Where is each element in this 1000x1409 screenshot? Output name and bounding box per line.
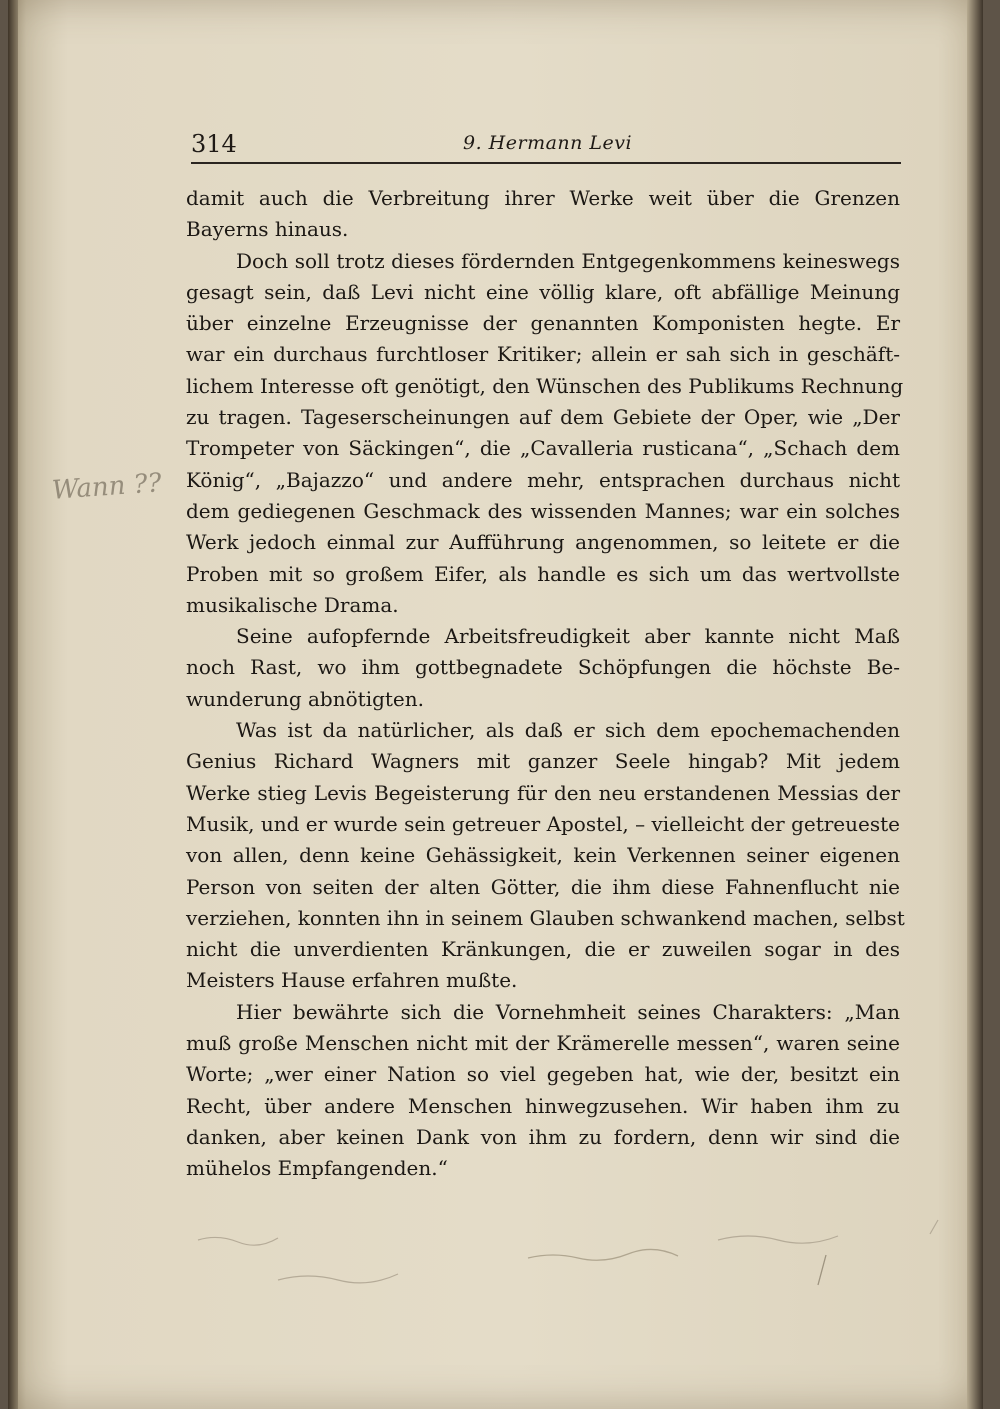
text-line: Seine aufopfernde Arbeitsfreudigkeit aber kannte nicht Maß [236, 624, 900, 649]
text-line: war ein durchaus furchtloser Kritiker; allein er sah sich in geschäft- [186, 342, 900, 367]
text-line: mühelos Empfangenden.“ [186, 1156, 448, 1181]
text-line: gesagt sein, daß Levi nicht eine völlig klare, oft abfällige Meinung [186, 279, 900, 304]
text-line: danken, aber keinen Dank von ihm zu fordern, denn wir sind die [186, 1124, 900, 1149]
text-line: Werke stieg Levis Begeisterung für den neu erstandenen Messias der [186, 780, 900, 805]
text-line: damit auch die Verbreitung ihrer Werke weit über die Grenzen [186, 186, 900, 210]
text-line: Proben mit so großem Eifer, als handle es sich um das wertvollste [186, 561, 900, 586]
text-line: Person von seiten der alten Götter, die ihm diese Fahnenflucht nie [186, 874, 900, 899]
page-edge [967, 0, 983, 1409]
text-line: lichem Interesse oft genötigt, den Wünschen des Publikums Rechnung [186, 373, 904, 398]
body-text [186, 183, 905, 1185]
text-line: wunderung abnötigten. [186, 686, 424, 711]
page-gutter-shadow [8, 0, 18, 1409]
text-line: muß große Menschen nicht mit der Krämerelle messen“, waren seine [186, 1031, 900, 1056]
text-line: Worte; „wer einer Nation so viel gegeben hat, wie der, besitzt ein [186, 1062, 900, 1087]
book-page [8, 0, 983, 1409]
page-header [191, 128, 901, 164]
text-line: verziehen, konnten ihn in seinem Glauben schwankend machen, selbst [186, 905, 905, 930]
text-line: Doch soll trotz dieses fördernden Entgegenkommens keineswegs [236, 248, 900, 273]
text-line: über einzelne Erzeugnisse der genannten Komponisten hegte. Er [186, 311, 900, 336]
text-line: zu tragen. Tageserscheinungen auf dem Gebiete der Oper, wie „Der [186, 405, 900, 430]
text-line: Genius Richard Wagners mit ganzer Seele hingab? Mit jedem [186, 749, 900, 774]
running-head: 9. Hermann Levi [463, 132, 633, 154]
text-line: Meisters Hause erfahren mußte. [186, 968, 518, 993]
text-line: Recht, über andere Menschen hinwegzusehen. Wir haben ihm zu [186, 1093, 900, 1118]
text-line: Was ist da natürlicher, als daß er sich dem epochemachenden [236, 718, 900, 743]
text-line: Hier bewährte sich die Vornehmheit seines Charakters: „Man [236, 999, 900, 1024]
text-line: musikalische Drama. [186, 592, 399, 617]
text-line: noch Rast, wo ihm gottbegnadete Schöpfungen die höchste Be- [186, 655, 900, 680]
page-number: 314 [191, 130, 237, 158]
handwritten-margin-note: Wann ?? [51, 468, 163, 506]
text-line: Musik, und er wurde sein getreuer Apostel, – vielleicht der getreueste [186, 811, 900, 836]
text-line: von allen, denn keine Gehässigkeit, kein Verkennen seiner eigenen [186, 843, 900, 868]
text-line: Trompeter von Säckingen“, die „Cavalleria rusticana“, „Schach dem [186, 436, 900, 461]
text-line: Bayerns hinaus. [186, 217, 349, 242]
text-line: dem gediegenen Geschmack des wissenden Mannes; war ein solches [186, 498, 900, 523]
text-line: nicht die unverdienten Kränkungen, die er zuweilen sogar in des [186, 937, 900, 962]
text-line: Werk jedoch einmal zur Aufführung angenommen, so leitete er die [186, 530, 900, 555]
faint-pencil-marks [158, 1200, 958, 1320]
text-line: König“, „Bajazzo“ und andere mehr, entsprachen durchaus nicht [186, 467, 900, 492]
